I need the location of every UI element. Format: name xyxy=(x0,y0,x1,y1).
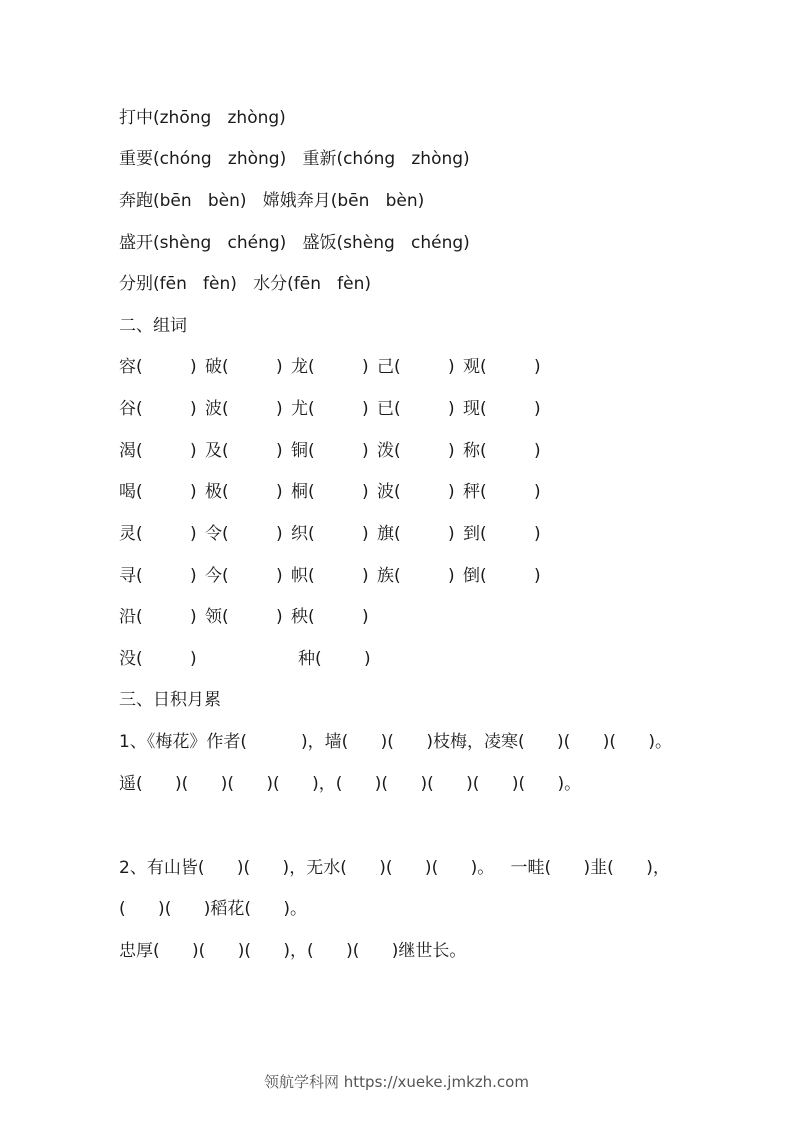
closing-paren: ) xyxy=(534,441,541,461)
word-blank: 容( ) xyxy=(119,357,197,377)
closing-paren: ) xyxy=(534,357,541,377)
closing-paren: ) xyxy=(534,524,541,544)
closing-paren: ) xyxy=(534,482,541,502)
closing-paren: ) xyxy=(534,566,541,586)
word-blank: 波( ) xyxy=(377,482,455,502)
word-blank: 龙( ) xyxy=(291,357,369,377)
closing-paren: ) xyxy=(190,524,197,544)
word-blank: 铜( ) xyxy=(291,441,369,461)
closing-paren: ) xyxy=(362,524,369,544)
word-blank: 帜( ) xyxy=(291,566,369,586)
pinyin-line: 盛开(shèng chéng) 盛饭(shèng chéng) xyxy=(119,233,470,253)
closing-paren: ) xyxy=(362,357,369,377)
closing-paren: ) xyxy=(190,441,197,461)
word-blank: 谷( ) xyxy=(119,399,197,419)
word-blank: 观( ) xyxy=(463,357,541,377)
closing-paren: ) xyxy=(362,482,369,502)
word-blank: 寻( ) xyxy=(119,566,197,586)
closing-paren: ) xyxy=(362,441,369,461)
word-blank: 到( ) xyxy=(463,524,541,544)
word-blank: 倒( ) xyxy=(463,566,541,586)
word-blank: 令( ) xyxy=(205,524,283,544)
closing-paren: ) xyxy=(448,482,455,502)
pinyin-line: 重要(chóng zhòng) 重新(chóng zhòng) xyxy=(119,149,470,169)
word-blank: 桐( ) xyxy=(291,482,369,502)
word-blank: 沿( ) xyxy=(119,607,197,627)
closing-paren: ) xyxy=(190,566,197,586)
fill-blank-line: 2、有山皆( )( )，无水( )( )( )。 一畦( )韭( )， xyxy=(119,858,670,878)
word-blank: 族( ) xyxy=(377,566,455,586)
closing-paren: ) xyxy=(276,441,283,461)
closing-paren: ) xyxy=(276,399,283,419)
word-blank: 种( ) xyxy=(298,649,371,669)
word-blank: 没( ) xyxy=(119,649,197,669)
closing-paren: ) xyxy=(276,524,283,544)
word-blank: 及( ) xyxy=(205,441,283,461)
closing-paren: ) xyxy=(276,607,283,627)
section-title-daily-accumulation: 三、日积月累 xyxy=(119,690,221,710)
word-blank: 领( ) xyxy=(205,607,283,627)
word-blank: 波( ) xyxy=(205,399,283,419)
closing-paren: ) xyxy=(448,524,455,544)
closing-paren: ) xyxy=(190,649,197,669)
closing-paren: ) xyxy=(364,649,371,669)
word-blank: 渴( ) xyxy=(119,441,197,461)
word-blank: 秤( ) xyxy=(463,482,541,502)
word-blank: 今( ) xyxy=(205,566,283,586)
closing-paren: ) xyxy=(190,607,197,627)
word-blank: 织( ) xyxy=(291,524,369,544)
pinyin-line: 打中(zhōng zhòng) xyxy=(119,108,286,128)
closing-paren: ) xyxy=(362,607,369,627)
word-blank: 泼( ) xyxy=(377,441,455,461)
pinyin-line: 分别(fēn fèn) 水分(fēn fèn) xyxy=(119,274,372,294)
closing-paren: ) xyxy=(190,399,197,419)
word-blank: 现( ) xyxy=(463,399,541,419)
word-blank: 喝( ) xyxy=(119,482,197,502)
closing-paren: ) xyxy=(448,357,455,377)
word-blank: 已( ) xyxy=(377,399,455,419)
word-blank: 尤( ) xyxy=(291,399,369,419)
closing-paren: ) xyxy=(190,357,197,377)
section-title-word-formation: 二、组词 xyxy=(119,316,187,336)
closing-paren: ) xyxy=(448,441,455,461)
fill-blank-line: ( )( )稻花( )。 xyxy=(119,899,308,919)
closing-paren: ) xyxy=(448,566,455,586)
word-blank: 秧( ) xyxy=(291,607,369,627)
fill-blank-line: 1、《梅花》作者( )，墙( )( )枝梅，凌寒( )( )( )。 xyxy=(119,732,673,752)
closing-paren: ) xyxy=(448,399,455,419)
closing-paren: ) xyxy=(276,482,283,502)
word-blank: 称( ) xyxy=(463,441,541,461)
pinyin-line: 奔跑(bēn bèn) 嫦娥奔月(bēn bèn) xyxy=(119,191,425,211)
word-blank: 极( ) xyxy=(205,482,283,502)
closing-paren: ) xyxy=(276,566,283,586)
word-blank: 灵( ) xyxy=(119,524,197,544)
word-blank: 破( ) xyxy=(205,357,283,377)
footer-watermark: 领航学科网 https://xueke.jmkzh.com xyxy=(264,1073,529,1091)
word-blank: 己( ) xyxy=(377,357,455,377)
fill-blank-line: 忠厚( )( )( )，( )( )继世长。 xyxy=(119,941,467,961)
closing-paren: ) xyxy=(362,399,369,419)
closing-paren: ) xyxy=(276,357,283,377)
closing-paren: ) xyxy=(190,482,197,502)
word-blank: 旗( ) xyxy=(377,524,455,544)
fill-blank-line: 遥( )( )( )( )，( )( )( )( )( )。 xyxy=(119,774,582,794)
closing-paren: ) xyxy=(362,566,369,586)
closing-paren: ) xyxy=(534,399,541,419)
